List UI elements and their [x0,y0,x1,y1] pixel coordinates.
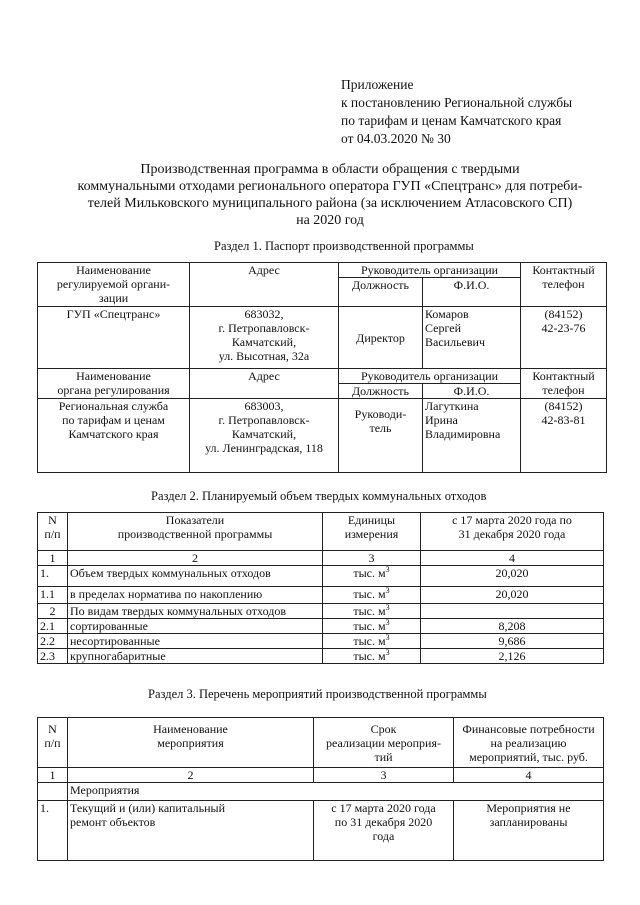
table-row [38,551,604,566]
header-cell: Показатели производственной программы [68,513,323,551]
section2-title: Раздел 2. Планируемый объем твердых коммунальных отходов [151,489,487,503]
row-name: несортированные [68,634,323,649]
table-row [38,263,607,278]
header-cell: Должность [339,384,423,399]
row-name: По видам твердых коммунальных отходов [68,604,323,619]
row-value [421,604,604,619]
index-cell: 4 [454,768,604,783]
appendix-line: к постановлению Региональной службы [341,95,573,110]
table-row [38,604,604,619]
table-row [38,587,604,604]
cell-fio: Лагуткина Ирина Владимировна [423,399,521,473]
table-row [38,619,604,634]
row-num: 2 [38,604,68,619]
passport-table [37,262,607,473]
row-unit: тыс. $м^3$ [323,619,421,634]
title-line: на 2020 год [296,213,364,228]
row-num: 1.1 [38,587,68,604]
row-name: в пределах норматива по накоплению [68,587,323,604]
header-cell: Руководитель организации [339,369,521,384]
header-cell: Контактный телефон [521,263,607,307]
table-row [38,307,607,369]
cell-address: 683032, г. Петропавловск- Камчатский, ул. Высотная, 32а [190,307,339,369]
index-cell: 3 [314,768,454,783]
row-finance: Мероприятия не запланированы [454,801,604,861]
index-cell: 2 [68,768,314,783]
cell-position: Директор [339,307,423,369]
table-row [38,513,604,551]
row-unit: тыс. $м^3$ [323,649,421,664]
row-term: с 17 марта 2020 года по 31 декабря 2020 года [314,801,454,861]
table-row [38,768,604,783]
cell-address: 683003, г. Петропавловск- Камчатский, ул. Ленинградская, 118 [190,399,339,473]
table-row [38,649,604,664]
section1-title: Раздел 1. Паспорт производственной программы [214,239,474,253]
row-unit: тыс. $м^3$ [323,587,421,604]
header-cell: Ф.И.О. [423,384,521,399]
row-num: 1. [38,801,68,861]
header-cell: Должность [339,278,423,307]
title-line: коммунальными отходами регионального оператора ГУП «Спецтранс» для потреби- [77,179,583,194]
row-value: 9,686 [421,634,604,649]
row-value: 2,126 [421,649,604,664]
table-row [38,801,604,861]
row-name: крупногабаритные [68,649,323,664]
row-name: сортированные [68,619,323,634]
group-num-cell [38,783,68,801]
document-title [40,161,620,229]
row-unit: тыс. $м^3$ [323,604,421,619]
table-row [38,634,604,649]
row-unit: тыс. $м^3$ [323,566,421,587]
cell-phone: (84152) 42-23-76 [521,307,607,369]
title-line: телей Мильковского муниципального района (за исключением Атласовского СП) [87,196,573,211]
row-num: 2.3 [38,649,68,664]
row-num: 2.1 [38,619,68,634]
index-cell: 2 [68,551,323,566]
header-cell: Наименование мероприятия [68,718,314,768]
section3-title: Раздел 3. Перечень мероприятий производственной программы [148,687,487,701]
header-cell: N п/п [38,718,68,768]
header-cell: Наименование регулируемой органи- зации [38,263,190,307]
header-cell: Руководитель организации [339,263,521,278]
header-cell: N п/п [38,513,68,551]
cell-org-name: ГУП «Спецтранс» [38,307,190,369]
appendix-block [341,76,572,148]
volume-table [37,512,604,664]
row-value: 8,208 [421,619,604,634]
title-line: Производственная программа в области обращения с твердыми [140,162,520,177]
cell-position: Руководи- тель [339,399,423,473]
row-unit: тыс. $м^3$ [323,634,421,649]
cell-org-name: Региональная служба по тарифам и ценам Камчатского края [38,399,190,473]
row-num: 1. [38,566,68,587]
header-cell: Адрес [190,263,339,307]
header-cell: Адрес [190,369,339,399]
table-row [38,369,607,384]
cell-phone: (84152) 42-83-81 [521,399,607,473]
table-row [38,718,604,768]
row-value: 20,020 [421,587,604,604]
appendix-line: Приложение [341,77,414,92]
row-value: 20,020 [421,566,604,587]
index-cell: 1 [38,768,68,783]
index-cell: 3 [323,551,421,566]
row-name: Текущий и (или) капитальный ремонт объектов [68,801,314,861]
header-cell: Наименование органа регулирования [38,369,190,399]
index-cell: 4 [421,551,604,566]
group-cell: Мероприятия [68,783,604,801]
header-cell: с 17 марта 2020 года по 31 декабря 2020 года [421,513,604,551]
appendix-line: по тарифам и ценам Камчатского края [341,113,562,128]
measures-table [37,717,604,861]
table-row [38,399,607,473]
index-cell: 1 [38,551,68,566]
header-cell: Срок реализации мероприя- тий [314,718,454,768]
row-name: Объем твердых коммунальных отходов [68,566,323,587]
header-cell: Единицы измерения [323,513,421,551]
table-row [38,566,604,587]
row-num: 2.2 [38,634,68,649]
cell-fio: Комаров Сергей Васильевич [423,307,521,369]
appendix-line: от 04.03.2020 № 30 [341,131,451,146]
header-cell: Контактный телефон [521,369,607,399]
header-cell: Финансовые потребности на реализацию мероприятий, тыс. руб. [454,718,604,768]
table-row [38,783,604,801]
header-cell: Ф.И.О. [423,278,521,307]
